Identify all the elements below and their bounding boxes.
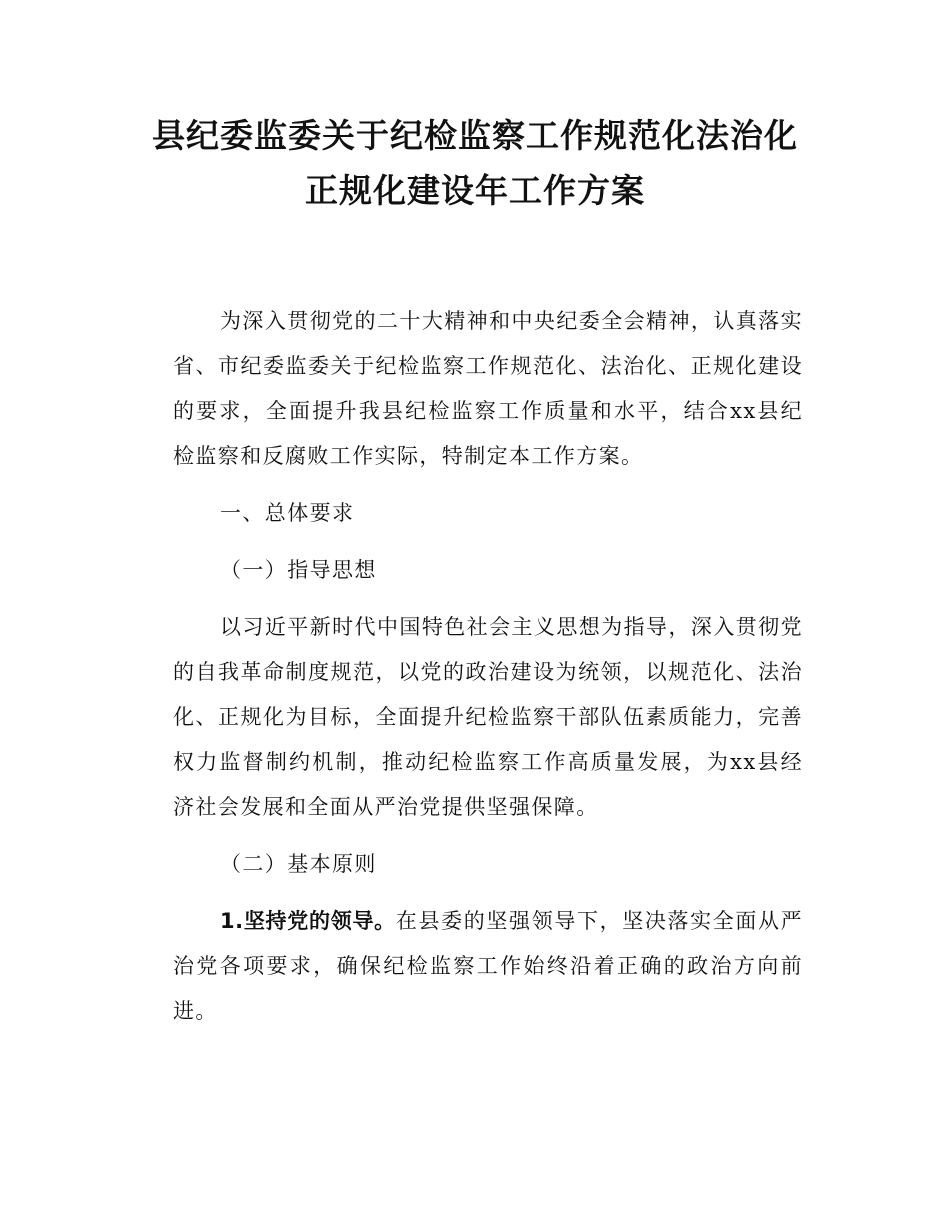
- title-line-1: 县纪委监委关于纪检监察工作规范化法治化: [152, 116, 798, 155]
- document-title: [0, 108, 950, 218]
- principle-heading: 1.坚持党的领导。: [220, 909, 396, 933]
- subsection-heading: （一）指导思想: [220, 558, 377, 582]
- document-body: [173, 299, 803, 1046]
- title-line-2: 正规化建设年工作方案: [305, 171, 645, 210]
- principle-paragraph: [173, 899, 803, 1034]
- section-heading: 一、总体要求: [220, 501, 355, 525]
- intro-paragraph: 为深入贯彻党的二十大精神和中央纪委全会精神，认真落实省、市纪委监委关于纪检监察工作规范化、法治化、正规化建设的要求，全面提升我县纪检监察工作质量和水平，结合xx县纪检监察和反腐败工作实际，特制定本工作方案。: [173, 309, 803, 468]
- principle-text: 在县委的坚强领导下，坚决落实全面从严治党各项要求，确保纪检监察工作始终沿着正确的政治方向前进。: [173, 909, 803, 1023]
- guiding-paragraph: 以习近平新时代中国特色社会主义思想为指导，深入贯彻党的自我革命制度规范，以党的政治建设为统领，以规范化、法治化、正规化为目标，全面提升纪检监察干部队伍素质能力，完善权力监督制约机制，推动纪检监察工作高质量发展，为xx县经济社会发展和全面从严治党提供坚强保障。: [173, 615, 803, 819]
- subsection-heading: （二）基本原则: [220, 852, 377, 876]
